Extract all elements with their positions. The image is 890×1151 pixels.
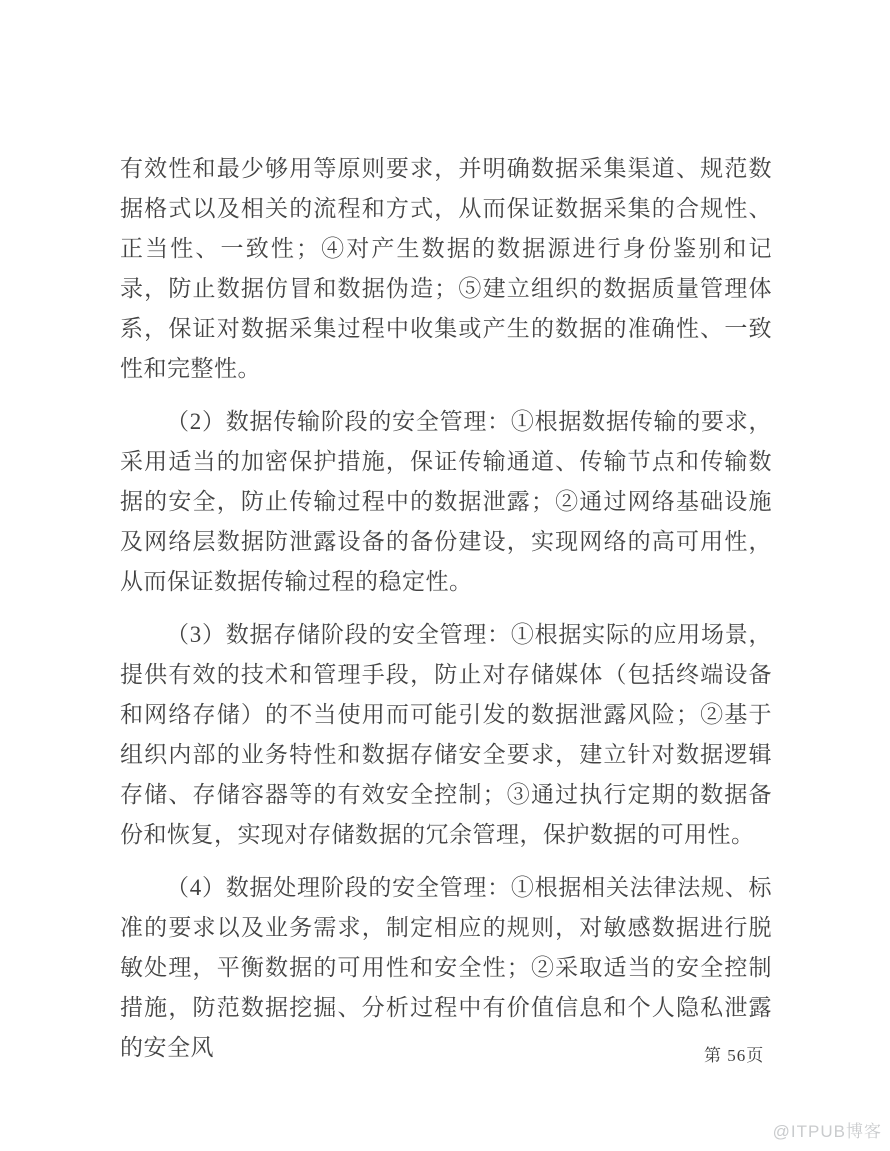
watermark-itpub: @ITPUB博客: [772, 1122, 882, 1141]
page-number: 第 56页: [704, 1046, 765, 1065]
paragraph-data-processing: （4）数据处理阶段的安全管理：①根据相关法律法规、标准的要求以及业务需求，制定相应的规则，对敏感数据进行脱敏处理，平衡数据的可用性和安全性；②采取适当的安全控制措施，防范数据挖掘、分析过程中有价值信息和个人隐私泄露的安全风: [120, 875, 772, 1060]
paragraph-data-transmission: （2）数据传输阶段的安全管理：①根据数据传输的要求，采用适当的加密保护措施，保证传输通道、传输节点和传输数据的安全，防止传输过程中的数据泄露；②通过网络基础设施及网络层数据防泄露设备的备份建设，实现网络的高可用性，从而保证数据传输过程的稳定性。: [120, 409, 772, 594]
document-body: [120, 149, 772, 1081]
paragraph-data-collection-continued: 有效性和最少够用等原则要求，并明确数据采集渠道、规范数据格式以及相关的流程和方式，从而保证数据采集的合规性、正当性、一致性；④对产生数据的数据源进行身份鉴别和记录，防止数据仿冒和数据伪造；⑤建立组织的数据质量管理体系，保证对数据采集过程中收集或产生的数据的准确性、一致性和完整性。: [120, 156, 772, 381]
paragraph-data-storage: （3）数据存储阶段的安全管理：①根据实际的应用场景，提供有效的技术和管理手段，防止对存储媒体（包括终端设备和网络存储）的不当使用而可能引发的数据泄露风险；②基于组织内部的业务特性和数据存储安全要求，建立针对数据逻辑存储、存储容器等的有效安全控制；③通过执行定期的数据备份和恢复，实现对存储数据的冗余管理，保护数据的可用性。: [120, 622, 772, 847]
